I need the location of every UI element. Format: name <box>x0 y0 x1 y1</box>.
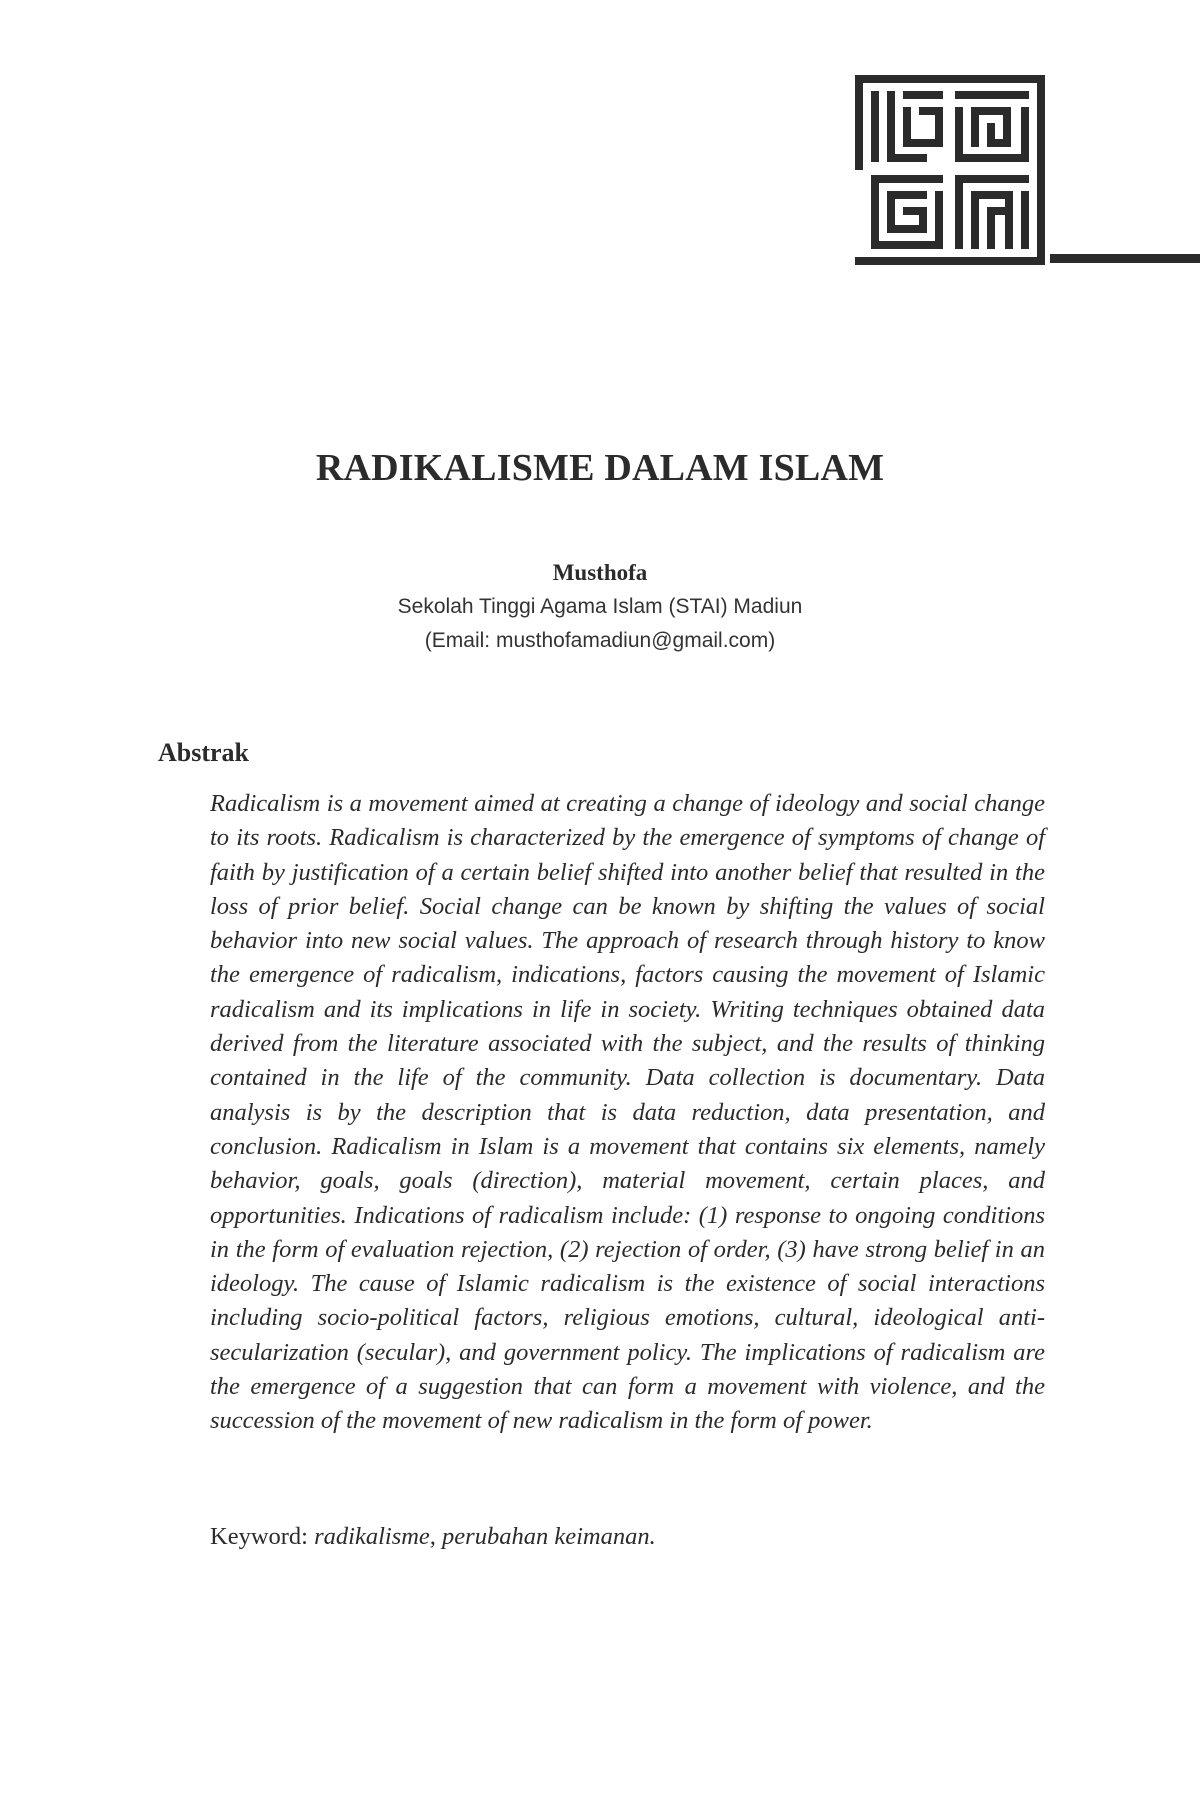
abstract-heading: Abstrak <box>158 738 250 767</box>
abstract-body: Radicalism is a movement aimed at creating a change of ideology and social change to its roots. Radicalism is characterized by the emergence of symptoms of change of faith by justification of a certain belief shifted into another belief that resulted in the loss of prior belief. Social change can be known by shifting the values of social behavior into new social values. The approach of research through history to know the emergence of radicalism, indications, factors causing the movement of Islamic radicalism and its implications in life in society. Writing techniques obtained data derived from the literature associated with the subject, and the results of thinking contained in the life of the community. Data collection is documentary. Data analysis is by the description that is data reduction, data presentation, and conclusion. Radicalism in Islam is a movement that contains six elements, namely behavior, goals, goals (direction), material movement, certain places, and opportunities. Indications of radicalism include: (1) response to ongoing conditions in the form of evaluation rejection, (2) rejection of order, (3) have strong belief in an ideology. The cause of Islamic radicalism is the existence of social interactions including socio-political factors, religious emotions, cultural, ideological anti-secularization (secular), and government policy. The implications of radicalism are the emergence of a suggestion that can form a movement with violence, and the succession of the movement of new radicalism in the form of power. <box>210 790 1045 1435</box>
keyword-line <box>210 1520 1045 1554</box>
keyword-values: radikalisme, perubahan keimanan. <box>314 1523 656 1550</box>
keyword-label: Keyword: <box>210 1523 308 1550</box>
author-block <box>0 556 1200 658</box>
page-title: RADIKALISME DALAM ISLAM <box>315 447 885 489</box>
header-rule <box>1050 254 1200 263</box>
author-affiliation: Sekolah Tinggi Agama Islam (STAI) Madiun <box>397 595 803 618</box>
author-email: (Email: musthofamadiun@gmail.com) <box>424 629 776 652</box>
kufic-logo-icon <box>855 75 1045 265</box>
author-name: Musthofa <box>552 560 648 585</box>
